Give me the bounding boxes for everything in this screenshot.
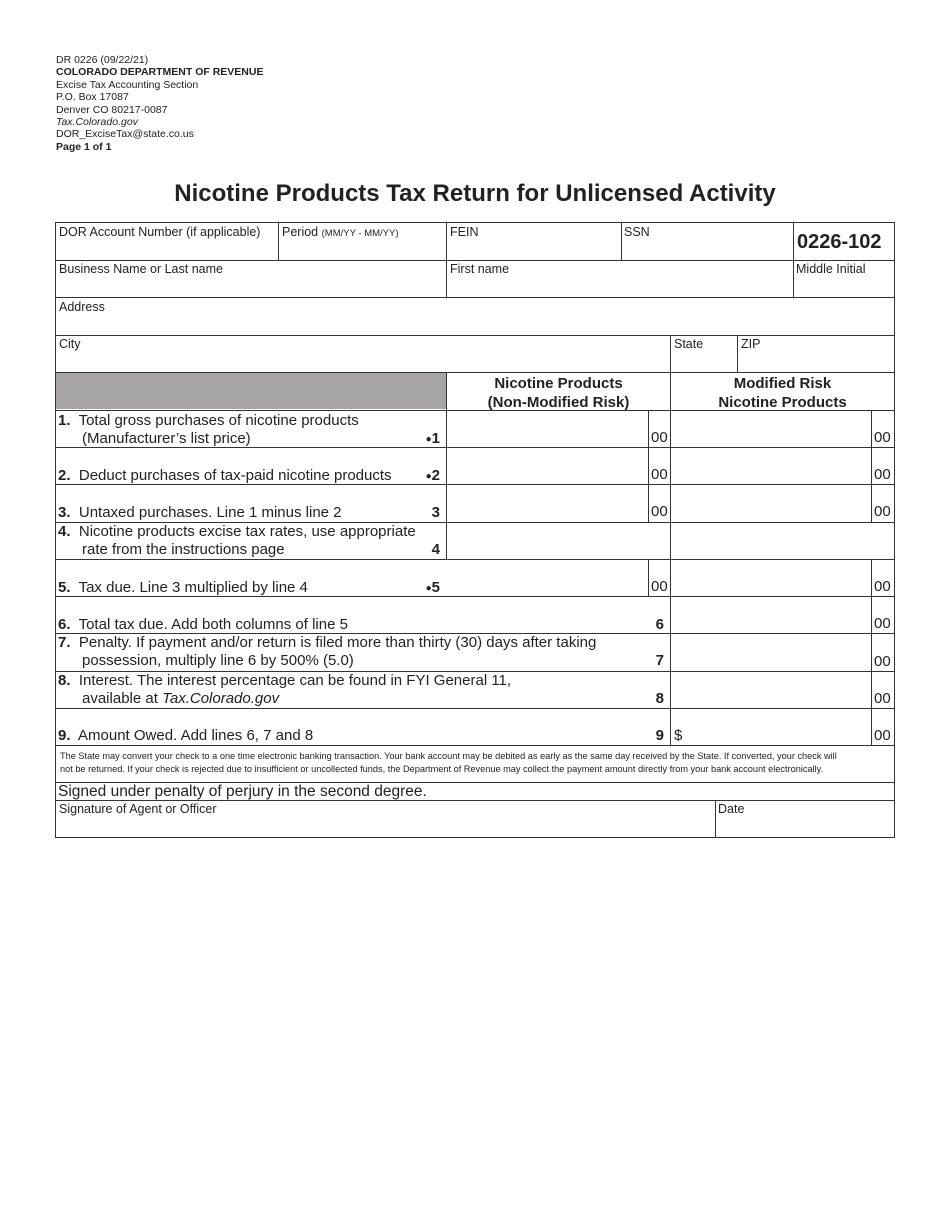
line-6-number: 6.	[58, 616, 71, 633]
page-title: Nicotine Products Tax Return for Unlicensed Activity	[174, 180, 776, 207]
line-7-cents: 00	[874, 653, 891, 670]
line-2-number: 2.	[58, 467, 71, 484]
period-label-text: Period	[282, 225, 319, 239]
line-6-ref: 6	[655, 616, 664, 633]
line-8-description	[58, 672, 511, 708]
dor-account-number-label: DOR Account Number (if applicable)	[59, 225, 261, 239]
line-4-text-a: Nicotine products excise tax rates, use appropriate	[78, 523, 416, 540]
city-field[interactable]	[56, 335, 670, 372]
col-header-non-modified-line1: Nicotine Products	[494, 375, 623, 392]
line-1-col1-cents: 00	[651, 429, 668, 446]
middle-initial-field[interactable]	[793, 260, 894, 297]
city-zip: Denver CO 80217-0087	[56, 103, 168, 116]
line-1-col1-input[interactable]	[447, 411, 648, 446]
line-5-ref-number: 5	[431, 579, 440, 596]
line-5-col2-input[interactable]	[671, 560, 871, 595]
line-6-text-a: Total tax due. Add both columns of line 5	[78, 616, 348, 633]
line-5-col1-cents: 00	[651, 578, 668, 595]
line-2-ref	[426, 467, 440, 484]
period-hint: (MM/YY - MM/YY)	[321, 228, 399, 239]
col-header-modified-risk-line2: Nicotine Products	[718, 394, 847, 411]
line-5-ref	[426, 579, 440, 596]
line-5-text-a: Tax due. Line 3 multiplied by line 4	[78, 579, 308, 596]
line-4-description	[58, 523, 416, 559]
line-8-cents: 00	[874, 690, 891, 707]
period-label	[282, 225, 399, 239]
line-8-ref: 8	[655, 690, 664, 707]
section-name: Excise Tax Accounting Section	[56, 78, 199, 91]
state-label: State	[674, 337, 704, 351]
line-2-col1-input[interactable]	[447, 448, 648, 483]
line-4-number: 4.	[58, 523, 71, 540]
form-id: DR 0226 (09/22/21)	[56, 54, 149, 66]
line-1-text-a: Total gross purchases of nicotine products	[78, 412, 359, 429]
line-9-number: 9.	[58, 727, 71, 744]
line-4-ref: 4	[431, 541, 440, 558]
dor-account-number-field[interactable]	[56, 223, 278, 260]
form-code: 0226-102	[797, 231, 882, 253]
line-1-col2-cents: 00	[874, 429, 891, 446]
line-6-cents: 00	[874, 615, 891, 632]
line-5-col2-cents: 00	[874, 578, 891, 595]
business-name-label: Business Name or Last name	[59, 262, 223, 276]
shaded-header-cell	[56, 373, 446, 409]
date-field[interactable]	[715, 801, 894, 837]
signature-field[interactable]	[56, 801, 715, 837]
payment-notice	[60, 750, 892, 775]
line-1-text-b: (Manufacturer’s list price)	[82, 430, 251, 447]
signature-label: Signature of Agent or Officer	[59, 802, 217, 816]
line-2-ref-number: 2	[431, 467, 440, 484]
ssn-field[interactable]	[621, 223, 793, 260]
line-5-number: 5.	[58, 579, 71, 596]
col-header-non-modified	[447, 374, 670, 412]
period-field[interactable]	[278, 223, 446, 260]
line-1-col2-input[interactable]	[671, 411, 871, 446]
line-7-text-a: Penalty. If payment and/or return is filed more than thirty (30) days after taking	[78, 634, 597, 651]
line-5-description	[58, 579, 308, 597]
agency-header	[56, 54, 263, 153]
col-header-modified-risk-line1: Modified Risk	[733, 375, 832, 392]
po-box: P.O. Box 17087	[56, 91, 129, 104]
line-7-ref: 7	[655, 652, 664, 669]
line-7-number: 7.	[58, 634, 71, 651]
line-3-number: 3.	[58, 504, 71, 521]
bullet-icon: ●	[425, 471, 432, 482]
line-3-col2-cents: 00	[874, 503, 891, 520]
line-8-text-b: available at	[82, 690, 163, 707]
line-9-dollar-sign: $	[674, 727, 683, 744]
address-field[interactable]	[56, 297, 894, 335]
perjury-statement: Signed under penalty of perjury in the second degree.	[58, 783, 427, 800]
zip-field[interactable]	[737, 335, 894, 372]
line-7-input[interactable]	[671, 634, 871, 670]
line-4-col1-input[interactable]	[447, 523, 670, 558]
line-2-col2-input[interactable]	[671, 448, 871, 483]
address-label: Address	[59, 300, 105, 314]
city-label: City	[59, 337, 81, 351]
line-8-input[interactable]	[671, 672, 871, 707]
line-2-col2-cents: 00	[874, 466, 891, 483]
first-name-label: First name	[450, 262, 510, 276]
tax-return-form	[55, 222, 895, 838]
line-6-input[interactable]	[671, 597, 871, 632]
col-header-non-modified-line2: (Non-Modified Risk)	[487, 394, 630, 411]
line-9-cents: 00	[874, 727, 891, 744]
line-9-description	[58, 727, 313, 745]
col-header-modified-risk	[671, 374, 894, 412]
line-3-text-a: Untaxed purchases. Line 1 minus line 2	[78, 504, 342, 521]
fein-label: FEIN	[450, 225, 479, 239]
line-3-description	[58, 504, 342, 522]
state-field[interactable]	[670, 335, 737, 372]
line-6-description	[58, 616, 348, 634]
line-8-website-link[interactable]: Tax.Colorado.gov	[162, 690, 280, 707]
line-9-ref: 9	[655, 727, 664, 744]
line-2-col1-cents: 00	[651, 466, 668, 483]
line-7-description	[58, 634, 596, 670]
payment-notice-line2: not be returned. If your check is rejected due to insufficient or uncollected funds, the Department of Revenue may collect the payment amount directly from your bank account electronically.	[60, 763, 824, 774]
line-9-amount-owed-input[interactable]	[671, 709, 871, 744]
ssn-label: SSN	[624, 225, 650, 239]
business-name-field[interactable]	[56, 260, 446, 297]
bullet-icon: ●	[425, 583, 432, 594]
line-1-number: 1.	[58, 412, 71, 429]
email-link[interactable]: DOR_ExciseTax@state.co.us	[56, 128, 194, 141]
first-name-field[interactable]	[446, 260, 793, 297]
line-5-col1-input[interactable]	[447, 560, 648, 595]
line-3-col2-input[interactable]	[671, 485, 871, 521]
fein-field[interactable]	[446, 223, 621, 260]
line-7-text-b: possession, multiply line 6 by 500% (5.0)	[82, 652, 354, 669]
line-3-col1-cents: 00	[651, 503, 668, 520]
page-number: Page 1 of 1	[56, 140, 112, 153]
line-3-col1-input[interactable]	[447, 485, 648, 521]
line-1-description	[58, 412, 359, 448]
middle-initial-label: Middle Initial	[796, 262, 866, 276]
line-9-text-a: Amount Owed. Add lines 6, 7 and 8	[78, 727, 314, 744]
line-2-text-a: Deduct purchases of tax-paid nicotine products	[78, 467, 392, 484]
line-8-number: 8.	[58, 672, 71, 689]
bullet-icon: ●	[425, 434, 432, 445]
line-8-text-a: Interest. The interest percentage can be found in FYI General 11,	[78, 672, 512, 689]
zip-label: ZIP	[741, 337, 761, 351]
line-4-col2-input[interactable]	[671, 523, 894, 558]
website-link[interactable]: Tax.Colorado.gov	[56, 116, 138, 129]
line-1-ref-number: 1	[431, 430, 440, 447]
date-label: Date	[718, 802, 745, 816]
line-2-description	[58, 467, 392, 485]
department-name: COLORADO DEPARTMENT OF REVENUE	[56, 66, 264, 79]
line-3-ref: 3	[431, 504, 440, 521]
payment-notice-line1: The State may convert your check to a one time electronic banking transaction. Your bank account may be debited as early as the same day received by the State. If converted, your check will	[60, 751, 837, 761]
line-1-ref	[426, 430, 440, 447]
line-4-text-b: rate from the instructions page	[82, 541, 285, 558]
